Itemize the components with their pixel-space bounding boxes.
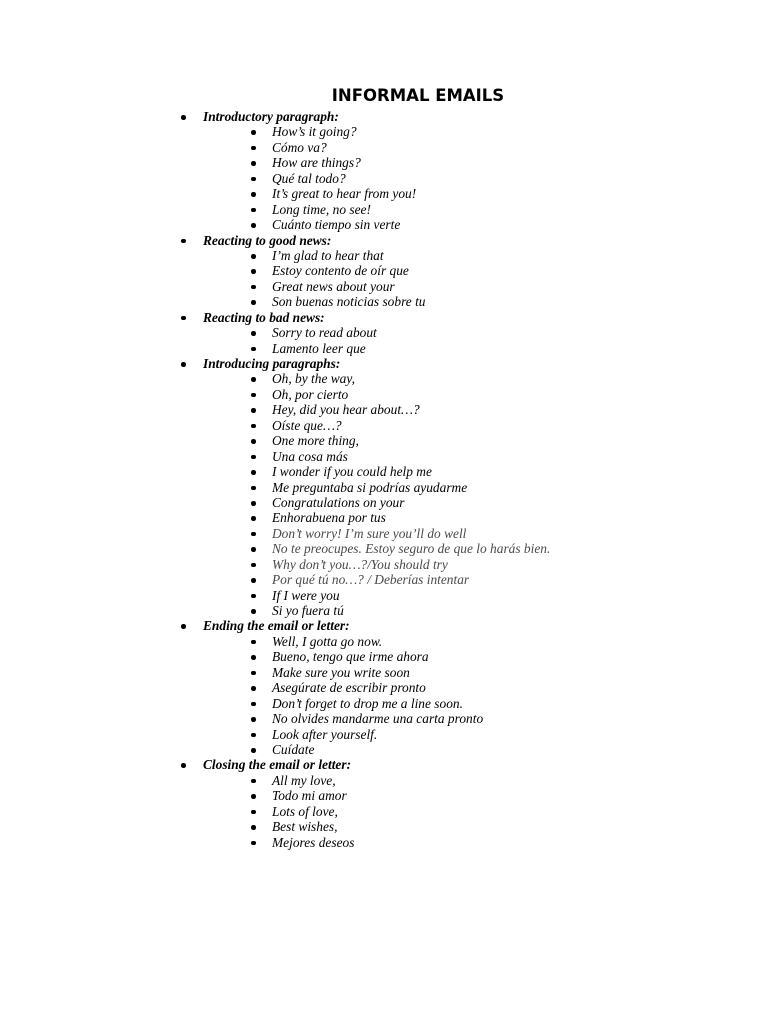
bullet-icon (181, 115, 186, 120)
page-title: INFORMAL EMAILS (331, 86, 505, 105)
bullet-icon (251, 794, 256, 799)
bullet-icon (251, 501, 256, 506)
section (0, 233, 768, 310)
bullet-icon (251, 285, 256, 290)
bullet-icon (251, 594, 256, 599)
list-item (0, 279, 768, 294)
list-item (0, 526, 768, 541)
bullet-icon (251, 161, 256, 166)
list-item-text: Una cosa más (272, 448, 348, 464)
section-heading-text: Introducing paragraphs: (203, 356, 341, 371)
list-item-text: Well, I gotta go now. (272, 633, 383, 649)
section-heading-text: Reacting to good news: (203, 232, 332, 248)
list-item-text: Cuánto tiempo sin verte (272, 217, 401, 233)
bullet-icon (251, 300, 256, 305)
section (0, 356, 768, 618)
section-heading (0, 310, 768, 325)
section-heading (0, 757, 768, 772)
list-item (0, 464, 768, 479)
list-item (0, 788, 768, 803)
list-item (0, 634, 768, 649)
list-item (0, 294, 768, 309)
bullet-icon (251, 640, 256, 645)
list-item-text: Enhorabuena por tus (272, 510, 386, 526)
section-heading (0, 618, 768, 633)
list-item (0, 248, 768, 263)
list-item (0, 711, 768, 726)
bullet-icon (251, 347, 256, 352)
list-item (0, 835, 768, 850)
list-item-text: One more thing, (272, 433, 359, 449)
section-heading-text: Reacting to bad news: (203, 309, 325, 325)
section (0, 618, 768, 757)
section (0, 109, 768, 233)
list-item-text: Lots of love, (272, 803, 338, 819)
list-item-text: Long time, no see! (272, 201, 371, 217)
bullet-icon (251, 455, 256, 460)
bullet-icon (251, 825, 256, 830)
list-item-text: How are things? (272, 155, 361, 171)
bullet-icon (251, 748, 256, 753)
list-item (0, 140, 768, 155)
list-item (0, 773, 768, 788)
list-item (0, 696, 768, 711)
list-item-text: Don’t worry! I’m sure you’ll do well (272, 525, 467, 541)
list-item (0, 680, 768, 695)
bullet-icon (251, 486, 256, 491)
bullet-icon (251, 563, 256, 568)
list-item (0, 402, 768, 417)
list-item-text: All my love, (272, 772, 336, 788)
bullet-icon (251, 578, 256, 583)
bullet-icon (251, 146, 256, 151)
section-heading (0, 233, 768, 248)
section-heading (0, 356, 768, 371)
list-item (0, 371, 768, 386)
list-item-text: If I were you (272, 587, 340, 603)
list-item-text: Estoy contento de oír que (272, 263, 409, 279)
list-item (0, 387, 768, 402)
list-item-text: It’s great to hear from you! (272, 186, 417, 202)
bullet-icon (251, 841, 256, 846)
list-item-text: Great news about your (272, 278, 395, 294)
bullet-icon (251, 516, 256, 521)
list-item (0, 742, 768, 757)
section-heading-text: Introductory paragraph: (203, 109, 339, 124)
bullet-icon (251, 717, 256, 722)
list-item (0, 217, 768, 232)
list-item-text: I’m glad to hear that (272, 247, 384, 263)
bullet-icon (251, 377, 256, 382)
list-item-text: No olvides mandarme una carta pronto (272, 711, 484, 727)
list-item-text: No te preocupes. Estoy seguro de que lo harás bien. (272, 541, 551, 557)
list-item (0, 588, 768, 603)
bullet-icon (251, 269, 256, 274)
bullet-icon (181, 239, 186, 244)
list-item-text: Todo mi amor (272, 788, 347, 804)
bullet-icon (251, 408, 256, 413)
bullet-icon (251, 424, 256, 429)
section-heading (0, 109, 768, 124)
list-item (0, 263, 768, 278)
list-item-text: Oh, por cierto (272, 386, 349, 402)
list-item (0, 649, 768, 664)
list-item-text: Best wishes, (272, 819, 338, 835)
list-item (0, 186, 768, 201)
bullet-icon (251, 393, 256, 398)
bullet-icon (251, 671, 256, 676)
bullet-list (0, 109, 768, 850)
list-item-text: Qué tal todo? (272, 170, 346, 186)
bullet-icon (181, 624, 186, 629)
list-item-text: Congratulations on your (272, 494, 405, 510)
list-item (0, 603, 768, 618)
list-item-text: Oíste que…? (272, 417, 342, 433)
list-item-text: Sorry to read about (272, 325, 377, 341)
bullet-icon (251, 733, 256, 738)
list-item (0, 418, 768, 433)
section (0, 310, 768, 356)
bullet-icon (251, 609, 256, 614)
list-item-text: Hey, did you hear about…? (272, 402, 420, 418)
bullet-icon (251, 192, 256, 197)
section-heading-text: Ending the email or letter: (203, 618, 350, 634)
list-item-text: Oh, by the way, (272, 371, 355, 387)
list-item-text: Cómo va? (272, 139, 327, 155)
bullet-icon (251, 208, 256, 213)
list-item (0, 433, 768, 448)
list-item (0, 124, 768, 139)
section-heading-text: Closing the email or letter: (203, 757, 352, 773)
list-item-text: Asegúrate de escribir pronto (272, 680, 426, 696)
bullet-icon (251, 702, 256, 707)
bullet-icon (251, 439, 256, 444)
list-item (0, 819, 768, 834)
list-item (0, 495, 768, 510)
bullet-icon (251, 223, 256, 228)
bullet-icon (251, 331, 256, 336)
list-item (0, 510, 768, 525)
list-item-text: Why don’t you…?/You should try (272, 556, 448, 572)
list-item (0, 541, 768, 556)
list-item (0, 557, 768, 572)
list-item (0, 155, 768, 170)
list-item (0, 449, 768, 464)
list-item-text: Si yo fuera tú (272, 603, 344, 618)
bullet-icon (181, 316, 186, 321)
bullet-icon (251, 532, 256, 537)
list-item-text: Don’t forget to drop me a line soon. (272, 695, 463, 711)
list-item-text: Look after yourself. (272, 726, 378, 742)
bullet-icon (251, 686, 256, 691)
list-item (0, 665, 768, 680)
list-item-text: I wonder if you could help me (272, 464, 432, 480)
bullet-icon (181, 763, 186, 768)
list-item-text: Me preguntaba si podrías ayudarme (272, 479, 468, 495)
list-item-text: Son buenas noticias sobre tu (272, 294, 426, 310)
bullet-icon (251, 810, 256, 815)
list-item-text: Cuídate (272, 741, 315, 757)
list-item (0, 325, 768, 340)
list-item (0, 572, 768, 587)
list-item (0, 202, 768, 217)
list-item-text: Make sure you write soon (272, 664, 410, 680)
list-item-text: How’s it going? (272, 124, 357, 140)
list-item-text: Mejores deseos (272, 834, 355, 850)
bullet-icon (251, 470, 256, 475)
section (0, 757, 768, 850)
list-item-text: Lamento leer que (272, 340, 366, 356)
list-item (0, 341, 768, 356)
list-item (0, 727, 768, 742)
list-item (0, 480, 768, 495)
list-item (0, 804, 768, 819)
list-item-text: Bueno, tengo que irme ahora (272, 649, 429, 665)
bullet-icon (251, 254, 256, 259)
bullet-icon (181, 362, 186, 367)
list-item (0, 171, 768, 186)
bullet-icon (251, 655, 256, 660)
bullet-icon (251, 177, 256, 182)
list-item-text: Por qué tú no…? / Deberías intentar (272, 572, 470, 588)
bullet-icon (251, 130, 256, 135)
bullet-icon (251, 547, 256, 552)
bullet-icon (251, 779, 256, 784)
